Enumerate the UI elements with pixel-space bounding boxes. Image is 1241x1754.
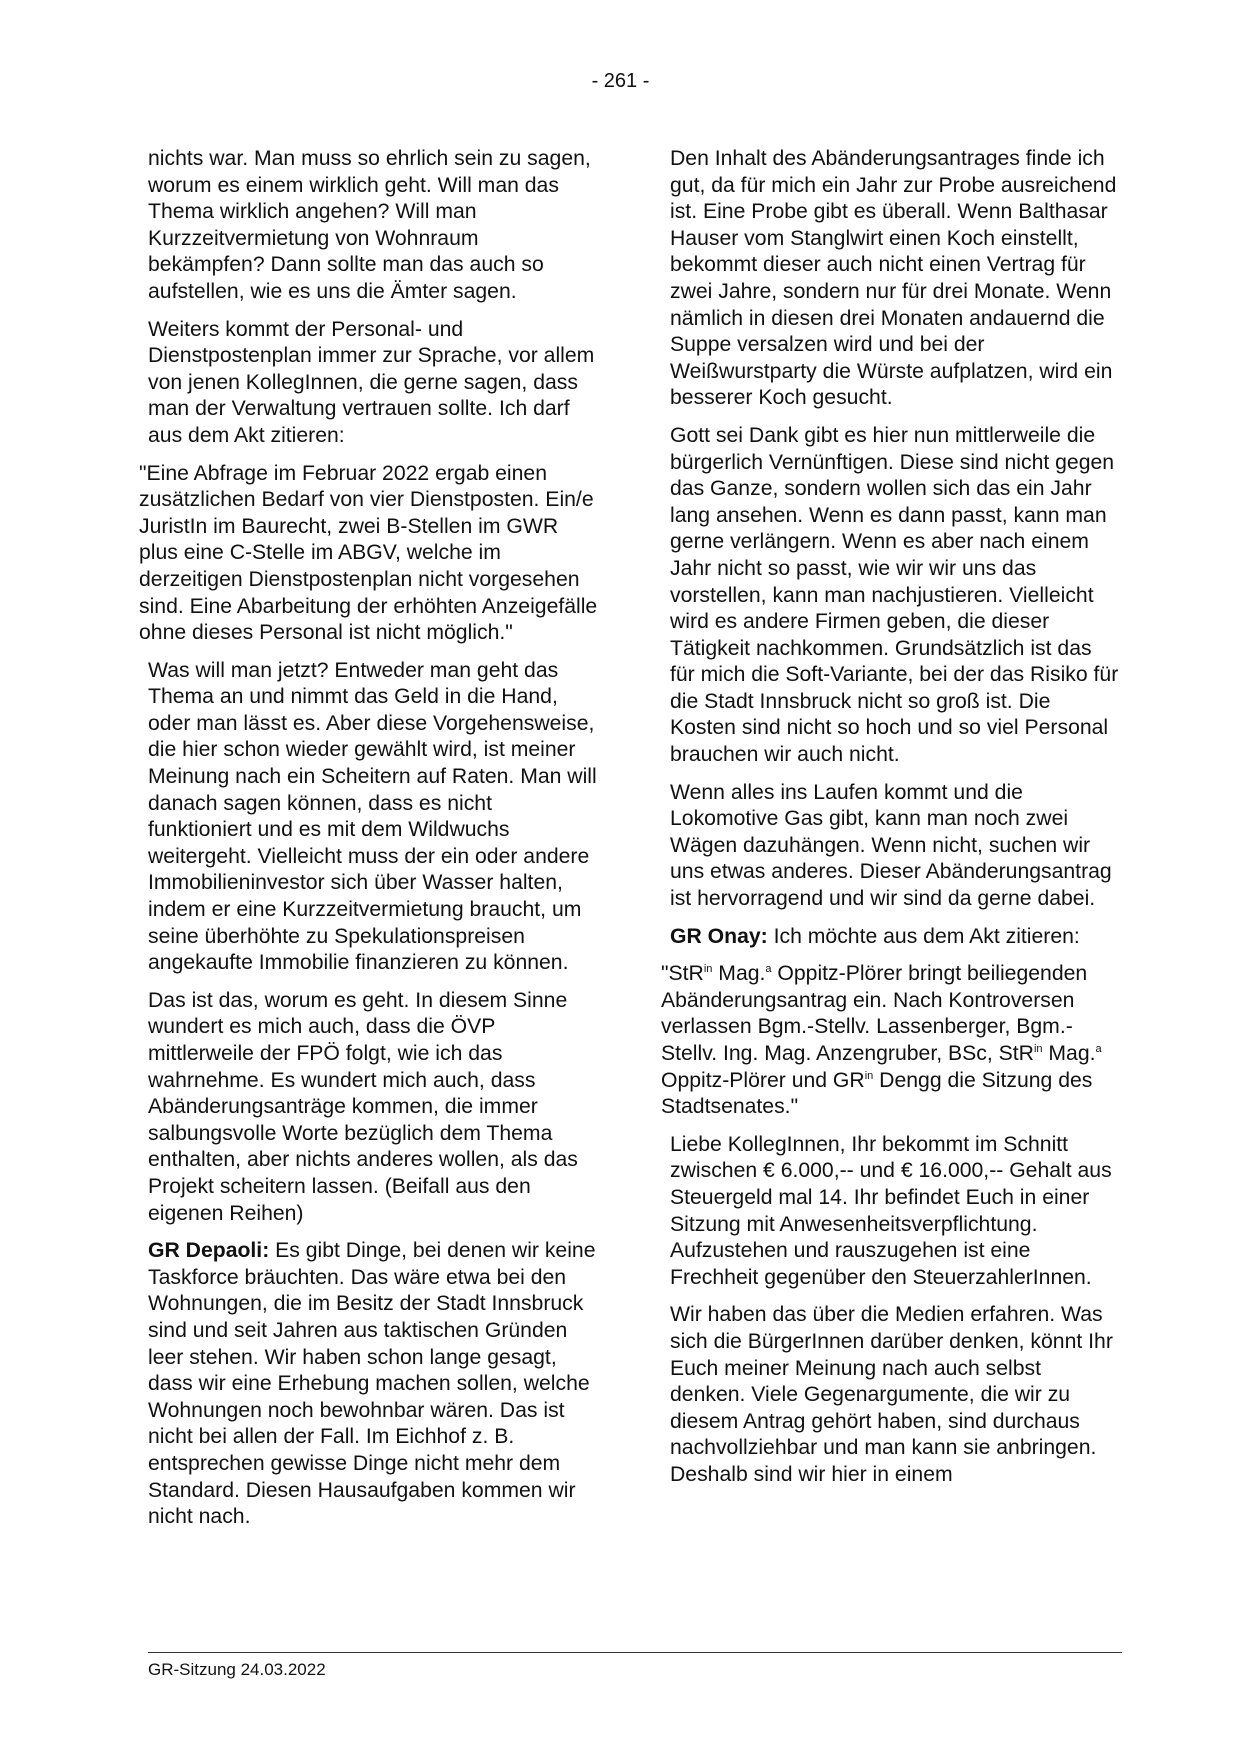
- paragraph: Weiters kommt der Personal- und Dienstpostenplan immer zur Sprache, vor allem von jenen KollegInnen, die gerne sagen, dass man der Verwaltung vertrauen sollte. Ich darf aus dem Akt zitieren:: [148, 317, 595, 447]
- paragraph: nichts war. Man muss so ehrlich sein zu sagen, worum es einem wirklich geht. Will man das Thema wirklich angehen? Will man Kurzzeitvermietung von Wohnraum bekämpfen? Dann sollte man das auch so aufstellen, wie es uns die Ämter sagen.: [148, 147, 591, 303]
- speaker-name: GR Onay:: [670, 924, 768, 948]
- speech-text: Es gibt Dinge, bei denen wir keine Taskforce bräuchten. Das wäre etwa bei den Wohnungen, die im Besitz der Stadt Innsbruck sind und seit Jahren aus taktischen Gründen leer stehen. Wir haben schon lange gesagt, dass wir eine Erhebung machen sollen, welche Wohnungen noch bewohnbar wären. Das ist nicht bei allen der Fall. Im Eichhof z. B. entsprechen gewisse Dinge nicht mehr dem Standard. Diesen Hausaufgaben kommen wir nicht nach.: [148, 1239, 596, 1529]
- quote-text: Oppitz-Plörer und GR: [661, 1068, 865, 1092]
- speaker-name: GR Depaoli:: [148, 1239, 270, 1263]
- quote-text: "StR: [661, 962, 704, 986]
- quote-text: Oppitz-Plörer bringt beiliegenden Abänderungsantrag ein. Nach Kontroversen verlassen Bgm.-Stellv. Lassenberger, Bgm.-Stellv. Ing. Mag. Anzengruber, BSc, StR: [661, 962, 1088, 1065]
- paragraph: Was will man jetzt? Entweder man geht das Thema an und nimmt das Geld in die Hand, oder man lässt es. Aber diese Vorgehensweise, die hier schon wieder gewählt wird, ist meiner Meinung nach ein Scheitern auf Raten. Man will danach sagen können, dass es nicht funktioniert und es mit dem Wildwuchs weitergeht. Vielleicht muss der ein oder andere Immobilieninvestor sich über Wasser halten, indem er eine Kurzzeitvermietung braucht, um seine überhöhte zu Spekulationspreisen angekaufte Immobilie finanzieren zu können.: [148, 658, 597, 975]
- paragraph: Den Inhalt des Abänderungsantrages finde ich gut, da für mich ein Jahr zur Probe ausreichend ist. Eine Probe gibt es überall. Wenn Balthasar Hauser vom Stanglwirt einen Koch einstellt, bekommt dieser auch nicht einen Vertrag für zwei Jahre, sondern nur für drei Monate. Wenn nämlich in diesen drei Monaten andauernd die Suppe versalzen wird und bei der Weißwurstparty die Würste aufplatzen, wird ein besserer Koch gesucht.: [670, 147, 1117, 410]
- left-column: [139, 146, 598, 1542]
- superscript: a: [765, 963, 772, 976]
- quote-paragraph: "Eine Abfrage im Februar 2022 ergab einen zusätzlichen Bedarf von vier Dienstposten. Ein/e JuristIn im Baurecht, zwei B-Stellen im GWR plus eine C-Stelle im ABGV, welche im derzeitigen Dienstpostenplan nicht vorgesehen sind. Eine Abarbeitung der erhöhten Anzeigefälle ohne dieses Personal ist nicht möglich.": [139, 461, 598, 645]
- superscript: a: [1095, 1043, 1102, 1055]
- superscript: in: [864, 1069, 874, 1082]
- footer-text: GR-Sitzung 24.03.2022: [148, 1660, 326, 1679]
- superscript: in: [703, 963, 713, 976]
- quote-text: Mag.: [712, 962, 766, 986]
- quote-paragraph: [661, 961, 1120, 1121]
- quote-text: Mag.: [1042, 1042, 1096, 1065]
- paragraph: Wenn alles ins Laufen kommt und die Lokomotive Gas gibt, kann man noch zwei Wägen dazuhängen. Wenn nicht, suchen wir uns etwas anderes. Dieser Abänderungsantrag ist hervorragend und wir sind da gerne dabei.: [670, 780, 1112, 911]
- footer-divider: [148, 1652, 1122, 1653]
- speech-paragraph: [148, 1238, 598, 1531]
- superscript: in: [1033, 1043, 1043, 1055]
- right-column: [661, 146, 1120, 1500]
- paragraph: Das ist das, worum es geht. In diesem Sinne wundert es mich auch, dass die ÖVP mittlerweile der FPÖ folgt, wie ich das wahrnehme. Es wundert mich auch, dass Abänderungsanträge kommen, die immer salbungsvolle Worte bezüglich dem Thema enthalten, aber nichts anderes wollen, als das Projekt scheitern lassen. (Beifall aus den eigenen Reihen): [148, 988, 578, 1225]
- speech-text: Ich möchte aus dem Akt zitieren:: [767, 924, 1080, 948]
- speech-paragraph: [670, 924, 1120, 951]
- paragraph: Gott sei Dank gibt es hier nun mittlerweile die bürgerlich Vernünftigen. Diese sind nicht gegen das Ganze, sondern wollen sich das ein Jahr lang ansehen. Wenn es dann passt, kann man gerne verlängern. Wenn es aber nach einem Jahr nicht so passt, wie wir wir uns das vorstellen, kann man nachjustieren. Vielleicht wird es andere Firmen geben, die dieser Tätigkeit nachkommen. Grundsätzlich ist das für mich die Soft-Variante, bei der das Risiko für die Stadt Innsbruck nicht so groß ist. Die Kosten sind nicht so hoch und so viel Personal brauchen wir auch nicht.: [670, 423, 1119, 767]
- page-number: - 261 -: [591, 70, 650, 92]
- paragraph: Wir haben das über die Medien erfahren. Was sich die BürgerInnen darüber denken, könnt Ihr Euch meiner Meinung nach auch selbst denken. Viele Gegenargumente, die wir zu diesem Antrag gehört haben, sind durchaus nachvollziehbar und man kann sie anbringen. Deshalb sind wir hier in einem: [670, 1303, 1113, 1486]
- quote-text: Dengg die Sitzung des Stadtsenates.": [661, 1068, 1093, 1119]
- paragraph: Liebe KollegInnen, Ihr bekommt im Schnitt zwischen € 6.000,-- und € 16.000,-- Gehalt aus Steuergeld mal 14. Ihr befindet Euch in einer Sitzung mit Anwesenheitsverpflichtung. Aufzustehen und rauszugehen ist eine Frechheit gegenüber den SteuerzahlerInnen.: [670, 1132, 1112, 1289]
